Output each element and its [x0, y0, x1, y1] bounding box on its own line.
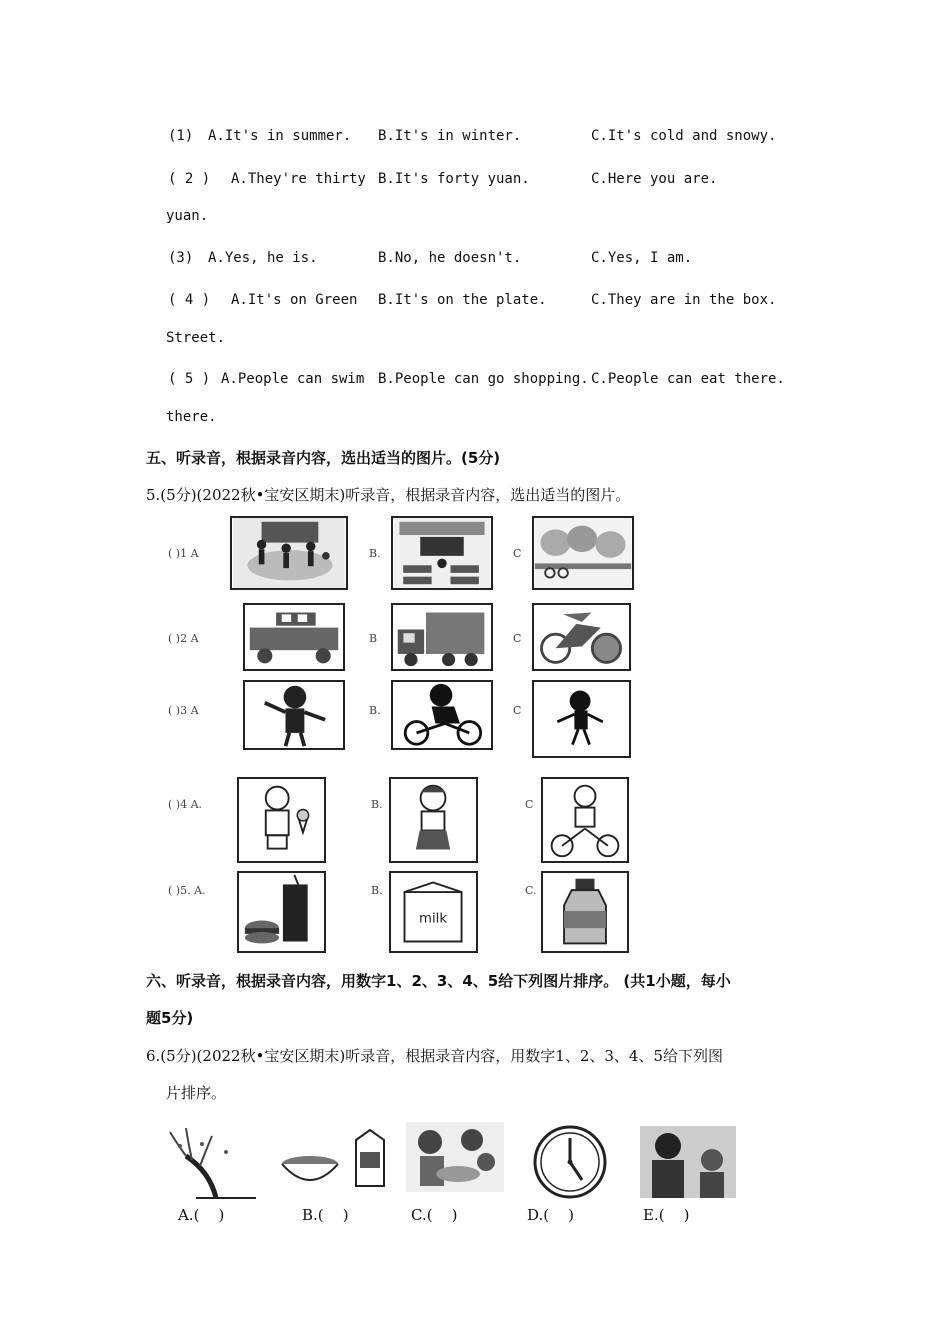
classroom-image	[393, 518, 491, 588]
s5-row2-label: ( )2 A	[168, 632, 199, 645]
girl-image	[391, 779, 476, 861]
s6-picture-b[interactable]	[280, 1126, 392, 1192]
s5-row5-c-label: C.	[525, 884, 537, 897]
s5-row4-b-label: B.	[371, 798, 383, 811]
s5-row1-c-label: C	[513, 547, 522, 560]
clock-icon	[532, 1124, 608, 1200]
q4-2-option-a: A.They're thirty	[231, 171, 366, 187]
s5-row2-b-label: B	[369, 632, 378, 645]
q4-1-option-a: A.It's in summer.	[208, 128, 352, 144]
s5-row3-label: ( )3 A	[168, 704, 199, 717]
q4-2-option-a-cont: yuan.	[166, 208, 209, 224]
q4-3-num: (3)	[168, 250, 194, 266]
s6-picture-d[interactable]	[532, 1124, 608, 1200]
section6-heading-line1: 六、听录音，根据录音内容，用数字1、2、3、4、5给下列图片排序。 (共1小题，每小	[146, 972, 731, 990]
s6-label-a: A.( )	[178, 1206, 225, 1224]
section5-heading: 五、听录音，根据录音内容，选出适当的图片。(5分)	[146, 449, 501, 467]
boy-riding-bike-image	[543, 779, 627, 861]
s6-label-c: C.( )	[411, 1206, 458, 1224]
s5-row2-picture-c[interactable]	[532, 603, 631, 671]
q4-2-option-b: B.It's forty yuan.	[378, 171, 530, 187]
q4-2-num: ( 2 )	[168, 171, 211, 187]
q4-1-num: (1)	[168, 128, 194, 144]
s5-row4-label: ( )4 A.	[168, 798, 203, 811]
s5-row4-picture-a[interactable]	[237, 777, 326, 863]
s5-row5-picture-c[interactable]	[541, 871, 629, 953]
s5-row5-label: ( )5. A.	[168, 884, 206, 897]
milk-carton-image	[391, 873, 476, 951]
s5-row3-b-label: B.	[369, 704, 381, 717]
section5-question: 5.(5分)(2022秋•宝安区期末)听录音，根据录音内容，选出适当的图片。	[146, 486, 631, 504]
s5-row2-c-label: C	[513, 632, 522, 645]
person-cycling-icon	[393, 682, 491, 748]
person-singing-icon	[245, 682, 343, 748]
s5-row5-picture-b[interactable]	[389, 871, 478, 953]
q4-5-option-a-cont: there.	[166, 409, 217, 425]
s5-row3-picture-b[interactable]	[391, 680, 493, 750]
bus-icon	[245, 605, 343, 669]
q4-5-num: ( 5 )	[168, 371, 211, 387]
section6-question-line1: 6.(5分)(2022秋•宝安区期末)听录音，根据录音内容，用数字1、2、3、4、5给下列图	[146, 1047, 724, 1065]
s6-picture-c[interactable]	[406, 1122, 504, 1192]
burger-and-cola-image	[239, 873, 324, 951]
milk-carton-text: milk	[419, 911, 448, 927]
bicycle-icon	[534, 605, 629, 669]
s5-row3-c-label: C	[513, 704, 522, 717]
park-trees-image	[534, 518, 632, 588]
q4-1-option-b: B.It's in winter.	[378, 128, 522, 144]
s5-row3-picture-c[interactable]	[532, 680, 631, 758]
s5-row3-picture-a[interactable]	[243, 680, 345, 750]
q4-5-option-a: A.People can swim	[221, 371, 365, 387]
q4-4-option-a-cont: Street.	[166, 330, 226, 346]
s5-row4-c-label: C	[525, 798, 534, 811]
truck-icon	[393, 605, 491, 669]
s5-row5-b-label: B.	[371, 884, 383, 897]
s5-row1-picture-b[interactable]	[391, 516, 493, 590]
s6-picture-e[interactable]	[640, 1126, 736, 1198]
q4-5-option-c: C.People can eat there.	[591, 371, 785, 387]
family-dinner-image	[406, 1122, 504, 1192]
windy-tree-image	[166, 1122, 260, 1202]
s5-row4-picture-c[interactable]	[541, 777, 629, 863]
q4-4-option-b: B.It's on the plate.	[378, 292, 547, 308]
s5-row5-picture-a[interactable]	[237, 871, 326, 953]
person-dancing-icon	[534, 682, 629, 756]
section6-heading-line2: 题5分)	[146, 1009, 194, 1027]
q4-5-option-b: B.People can go shopping.	[378, 371, 589, 387]
s5-row1-label: ( )1 A	[168, 547, 199, 560]
q4-4-num: ( 4 )	[168, 292, 211, 308]
two-people-talking-image	[640, 1126, 736, 1198]
s5-row1-picture-c[interactable]	[532, 516, 634, 590]
s5-row2-picture-b[interactable]	[391, 603, 493, 671]
section6-question-line2: 片排序。	[166, 1084, 227, 1102]
q4-4-option-c: C.They are in the box.	[591, 292, 777, 308]
s5-row1-picture-a[interactable]	[230, 516, 348, 590]
noodles-and-milk-image	[280, 1126, 392, 1192]
s5-row4-picture-b[interactable]	[389, 777, 478, 863]
boy-with-ice-cream-image	[239, 779, 324, 861]
s5-row1-b-label: B.	[369, 547, 381, 560]
q4-4-option-a: A.It's on Green	[231, 292, 358, 308]
q4-1-option-c: C.It's cold and snowy.	[591, 128, 777, 144]
s6-label-e: E.( )	[643, 1206, 690, 1224]
s6-picture-a[interactable]	[166, 1122, 260, 1202]
q4-3-option-c: C.Yes, I am.	[591, 250, 693, 266]
people-dancing-image	[232, 518, 346, 588]
q4-3-option-b: B.No, he doesn't.	[378, 250, 522, 266]
q4-3-option-a: A.Yes, he is.	[208, 250, 318, 266]
s6-label-d: D.( )	[527, 1206, 575, 1224]
q4-2-option-c: C.Here you are.	[591, 171, 718, 187]
bottle-image	[543, 873, 627, 951]
s6-label-b: B.( )	[302, 1206, 349, 1224]
s5-row2-picture-a[interactable]	[243, 603, 345, 671]
